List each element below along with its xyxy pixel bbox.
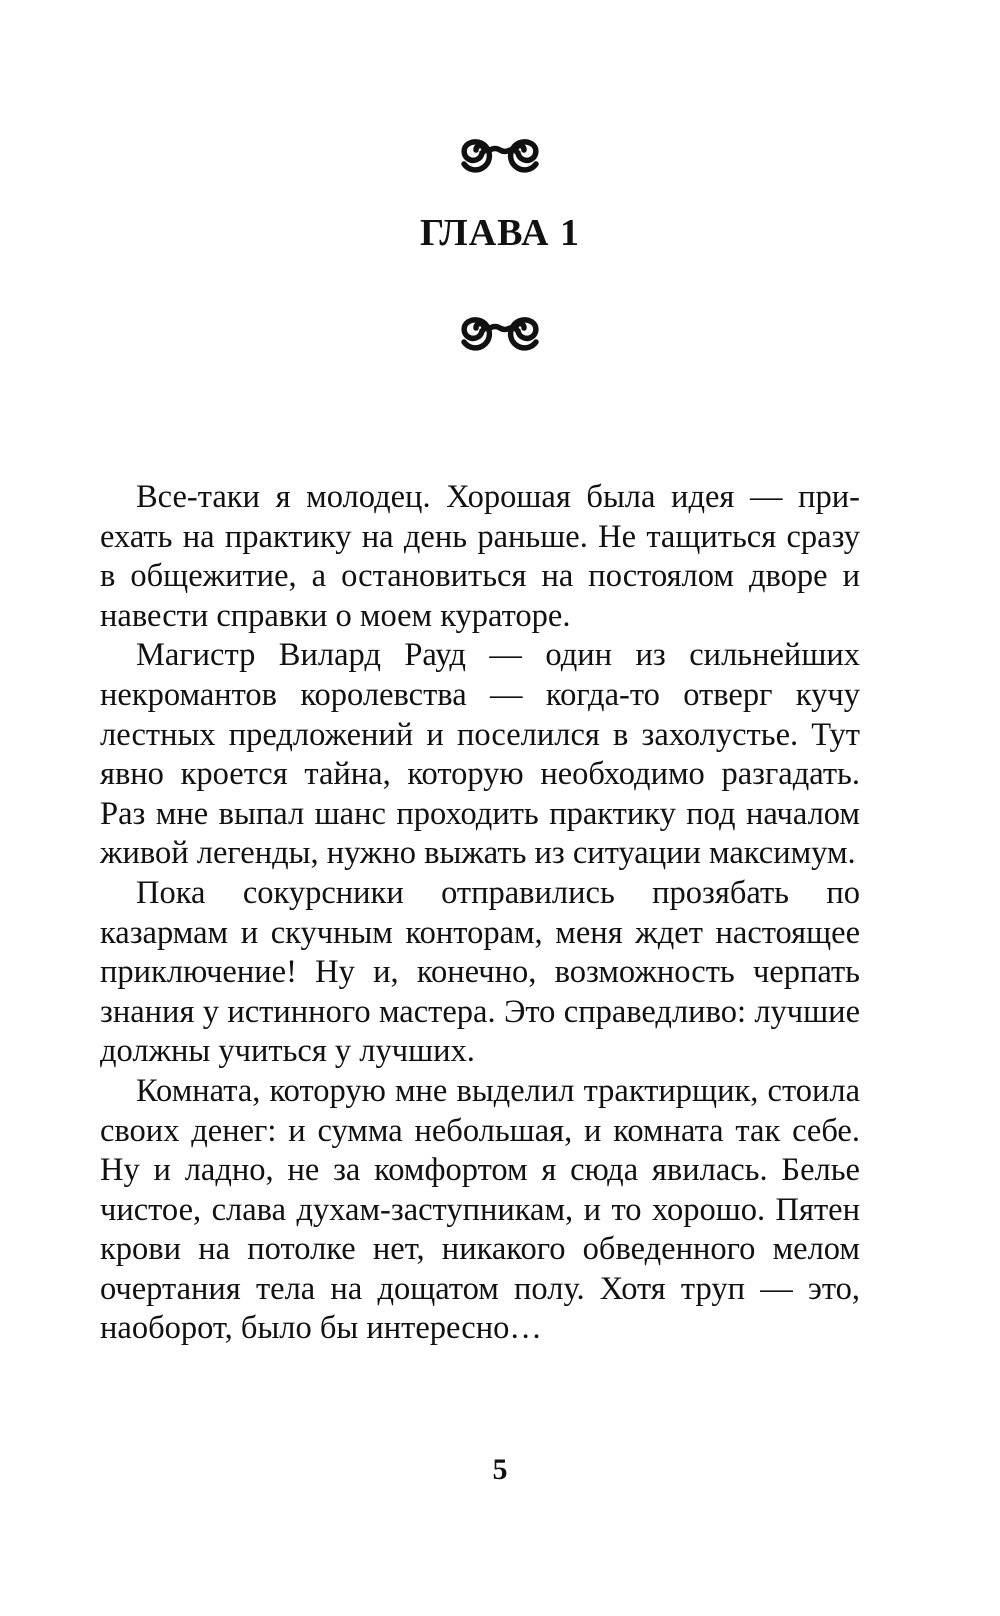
paragraph: Комната, которую мне выделил трактирщик, стоила своих денег: и сумма небольшая, и комната так себе. Ну и ладно, не за комфортом я сюда явилась. Белье чистое, слава духам-заступникам, и то хорошо. Пятен крови на потолке нет, никакого обведенного мелом очертания тела на дощатом полу. Хотя труп — это, наоборот, было бы интересно…	[100, 1072, 860, 1347]
chapter-ornament-bottom	[0, 304, 1000, 352]
paragraph: Пока сокурсники отправились прозябать по казармам и скучным конторам, меня ждет настоящее приключение! Ну и, конечно, возможность черпать знания у истинного мастера. Это справедливо: лучшие должны учиться у лучших.	[100, 874, 860, 1070]
double-spiral-ornament-icon	[450, 126, 550, 174]
page-number: 5	[492, 1453, 508, 1486]
chapter-ornament-top	[0, 126, 1000, 174]
paragraph: Магистр Вилард Рауд — один из сильнейших некромантов королевства — когда-то отверг кучу лестных предложений и поселился в захолустье. Тут явно кроется тайна, которую необходимо разгадать. Раз мне выпал шанс проходить практику под началом живой легенды, нужно выжать из ситуации максимум.	[100, 637, 860, 872]
paragraph: Все-таки я молодец. Хорошая была идея — приехать на практику на день раньше. Не тащиться сразу в общежитие, а остановиться на постоялом дворе и навести справки о моем кураторе.	[100, 479, 860, 634]
chapter-title: ГЛАВА 1	[419, 212, 581, 254]
chapter-body	[100, 478, 860, 1349]
double-spiral-ornament-icon	[450, 304, 550, 352]
